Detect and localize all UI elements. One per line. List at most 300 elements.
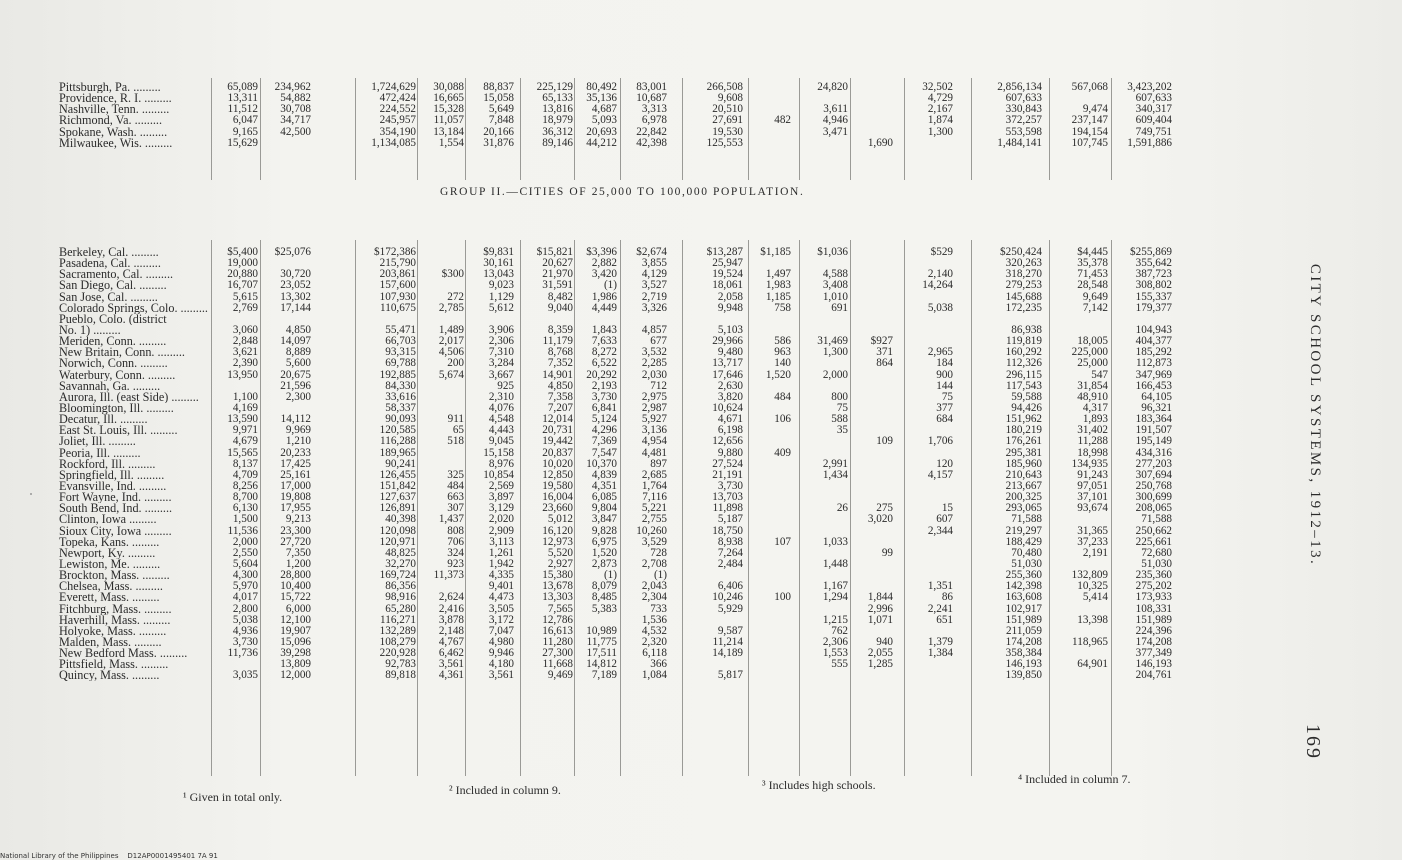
table-cell — [853, 93, 893, 104]
table-cell: 609,404 — [1135, 115, 1172, 127]
table-cell — [685, 570, 743, 581]
table-cell: 30,088 — [433, 82, 464, 93]
table-cell: 163,608 — [1005, 592, 1042, 604]
table-cell: 2,320 — [641, 636, 667, 648]
table-cell: 330,843 — [1005, 104, 1042, 116]
data-column — [751, 82, 791, 149]
table-cell: 1,167 — [822, 581, 848, 593]
table-cell: 2,987 — [641, 402, 667, 414]
table-cell: 28,548 — [1077, 280, 1108, 292]
table-cell: 17,955 — [280, 503, 311, 515]
column-rule — [574, 240, 575, 776]
table-cell: 1,010 — [822, 291, 848, 303]
table-cell: 11,536 — [227, 525, 258, 537]
table-cell: 7,264 — [717, 547, 743, 559]
table-cell: 1,384 — [927, 648, 953, 660]
table-cell: 132,809 — [1071, 570, 1108, 582]
table-cell: 64,901 — [1077, 659, 1108, 671]
table-cell: 293,065 — [1005, 503, 1042, 515]
table-cell: 518 — [447, 436, 464, 448]
table-cell — [751, 481, 791, 492]
table-cell: 16,613 — [542, 625, 573, 637]
table-cell: 3,060 — [232, 324, 258, 336]
table-cell: 1,489 — [438, 324, 464, 336]
data-column — [577, 82, 617, 149]
table-cell: 1,690 — [867, 137, 893, 149]
table-cell: 213,667 — [1005, 480, 1042, 492]
table-cell: 4,850 — [285, 324, 311, 336]
table-cell: 27,720 — [280, 536, 311, 548]
column-rule — [904, 78, 905, 180]
table-cell: 800 — [831, 391, 848, 403]
table-cell: 7,116 — [642, 492, 667, 504]
table-cell — [853, 470, 893, 481]
table-cell: 9,480 — [717, 347, 743, 359]
table-cell: 7,358 — [547, 391, 573, 403]
table-cell — [802, 436, 848, 447]
table-cell — [751, 314, 791, 325]
table-cell: 4,946 — [822, 115, 848, 127]
city-name: Fitchburg, Mass. ......... — [59, 603, 172, 615]
table-cell — [751, 425, 791, 436]
table-cell — [853, 492, 893, 503]
table-cell: 17,144 — [280, 302, 311, 314]
data-column — [853, 247, 893, 681]
table-cell: 4,449 — [591, 302, 617, 314]
table-cell: 4,980 — [488, 636, 514, 648]
table-cell — [853, 280, 893, 291]
city-name: New Britain, Conn. ......... — [59, 347, 185, 359]
table-cell: 185,960 — [1005, 458, 1042, 470]
table-cell: 185,292 — [1135, 347, 1172, 359]
data-column — [623, 82, 667, 149]
table-cell: 16,707 — [227, 280, 258, 292]
table-cell: 1,215 — [822, 614, 848, 626]
table-cell — [1052, 314, 1108, 325]
column-rule — [211, 240, 212, 776]
table-cell: 11,288 — [1077, 436, 1108, 448]
city-name: San Jose, Cal. ......... — [59, 291, 158, 303]
table-cell: 134,935 — [1071, 458, 1108, 470]
table-cell: 20,627 — [542, 258, 573, 270]
table-cell: 409 — [774, 447, 791, 459]
table-cell — [420, 448, 464, 459]
table-cell: 75 — [836, 402, 848, 414]
footnote-1: ¹ Given in total only. — [183, 790, 283, 804]
table-cell: 10,370 — [586, 458, 617, 470]
table-cell: 8,272 — [591, 347, 617, 359]
table-cell: 92,783 — [385, 659, 416, 671]
table-cell: 1,724,629 — [371, 82, 416, 93]
table-cell — [853, 537, 893, 548]
table-cell: 4,481 — [641, 447, 667, 459]
table-cell: 155,337 — [1135, 291, 1172, 303]
table-cell: 1,893 — [1082, 414, 1108, 426]
dust-speck — [30, 493, 32, 495]
table-cell — [685, 314, 743, 325]
table-cell: 11,512 — [227, 104, 258, 116]
table-cell — [420, 459, 464, 470]
table-cell: 5,600 — [285, 358, 311, 370]
table-cell: 112,326 — [1006, 358, 1042, 370]
table-cell: 6,462 — [438, 648, 464, 660]
table-cell — [802, 481, 848, 492]
table-cell — [907, 570, 953, 581]
table-cell: 5,615 — [232, 291, 258, 303]
table-cell: 237,147 — [1071, 115, 1108, 127]
data-column — [1114, 247, 1172, 681]
table-cell — [802, 604, 848, 615]
table-cell: 11,280 — [542, 636, 573, 648]
table-cell: 1,285 — [867, 659, 893, 671]
table-cell: 179,377 — [1135, 302, 1172, 314]
table-cell: 2,167 — [927, 104, 953, 116]
table-cell: 4,129 — [641, 269, 667, 281]
city-name: Nashville, Tenn. ......... — [59, 104, 170, 116]
city-name: Chelsea, Mass. ......... — [59, 581, 163, 593]
column-rule — [971, 78, 972, 180]
table-cell: 180,219 — [1005, 425, 1042, 437]
table-cell: 358,384 — [1005, 648, 1042, 660]
table-cell: 3,730 — [232, 636, 258, 648]
city-name: Pasadena, Cal. ......... — [59, 258, 161, 270]
data-column — [468, 82, 514, 149]
table-cell: 2,624 — [438, 592, 464, 604]
table-cell — [802, 138, 848, 149]
table-cell: 6,130 — [232, 503, 258, 515]
city-name: Waterbury, Conn. ......... — [59, 369, 176, 381]
table-cell: 25,161 — [280, 469, 311, 481]
table-cell — [751, 138, 791, 149]
city-name: Decatur, Ill. ......... — [59, 414, 148, 426]
table-cell — [853, 314, 893, 325]
table-cell: 10,246 — [712, 592, 743, 604]
table-cell: 21,191 — [712, 469, 743, 481]
table-cell — [853, 303, 893, 314]
table-cell — [907, 537, 953, 548]
table-cell: 277,203 — [1135, 458, 1172, 470]
table-cell: 8,482 — [547, 291, 573, 303]
table-cell: 14,097 — [280, 336, 311, 348]
table-cell: 1,071 — [867, 614, 893, 626]
data-column — [263, 82, 311, 149]
table-cell: 245,957 — [379, 115, 416, 127]
table-cell: 215,790 — [379, 258, 416, 270]
city-name: Holyoke, Mass. ......... — [59, 625, 167, 637]
table-cell: 272 — [447, 291, 464, 303]
data-column — [523, 82, 573, 149]
data-column — [853, 82, 893, 149]
table-cell: 6,522 — [591, 358, 617, 370]
table-cell: 758 — [774, 302, 791, 314]
table-cell: 20,675 — [280, 369, 311, 381]
table-cell: 4,296 — [591, 425, 617, 437]
table-cell: 1,497 — [765, 269, 791, 281]
table-cell: 7,352 — [547, 358, 573, 370]
table-cell: 3,878 — [438, 614, 464, 626]
table-cell: 88,837 — [483, 82, 514, 93]
table-cell: 3,420 — [591, 269, 617, 281]
table-cell: 4,839 — [591, 469, 617, 481]
table-cell: 9,608 — [717, 93, 743, 105]
table-cell: 897 — [650, 458, 667, 470]
table-cell: 108,279 — [379, 636, 416, 648]
table-cell — [853, 559, 893, 570]
table-cell: 20,510 — [712, 104, 743, 116]
column-rule — [1049, 240, 1050, 776]
table-cell — [853, 115, 893, 126]
table-cell: 1,294 — [822, 592, 848, 604]
group2-city-names — [59, 247, 208, 681]
table-cell: 34,717 — [280, 115, 311, 127]
table-cell — [907, 138, 953, 149]
table-cell — [1052, 604, 1108, 615]
table-cell: 911 — [447, 414, 464, 426]
table-cell: 5,649 — [488, 104, 514, 116]
table-cell — [623, 314, 667, 325]
running-head: CITY SCHOOL SYSTEMS, 1912–13. — [1307, 263, 1323, 567]
table-cell: 4,687 — [591, 104, 617, 116]
table-cell: 484 — [774, 391, 791, 403]
table-cell: 4,351 — [591, 480, 617, 492]
table-cell — [802, 526, 848, 537]
table-cell: 65,133 — [542, 93, 573, 105]
column-rule — [260, 78, 261, 180]
table-cell — [751, 604, 791, 615]
table-cell — [802, 514, 848, 525]
table-cell: 13,703 — [712, 492, 743, 504]
table-cell: 2,550 — [232, 547, 258, 559]
table-cell: 15,328 — [433, 104, 464, 116]
table-cell: 15,722 — [280, 592, 311, 604]
table-cell: 2,017 — [438, 336, 464, 348]
table-cell: 120,971 — [379, 536, 416, 548]
table-cell: 1,200 — [285, 558, 311, 570]
table-cell: 1,033 — [822, 536, 848, 548]
table-cell: 1,706 — [927, 436, 953, 448]
table-cell: 9,165 — [232, 126, 258, 138]
table-cell — [907, 336, 953, 347]
table-cell: 174,208 — [1005, 636, 1042, 648]
table-cell — [577, 314, 617, 325]
table-cell: 160,292 — [1005, 347, 1042, 359]
table-cell — [802, 381, 848, 392]
table-cell — [751, 637, 791, 648]
table-cell: 8,976 — [488, 458, 514, 470]
table-cell: 2,000 — [232, 536, 258, 548]
table-cell: 8,137 — [232, 458, 258, 470]
table-cell: 3,611 — [823, 104, 848, 116]
table-cell: 132,289 — [379, 625, 416, 637]
column-rule — [1111, 78, 1112, 180]
data-column — [214, 247, 258, 681]
table-cell: 19,907 — [280, 625, 311, 637]
table-cell: $13,287 — [706, 247, 743, 258]
table-cell: 6,978 — [641, 115, 667, 127]
table-cell: 145,688 — [1005, 291, 1042, 303]
table-cell — [802, 492, 848, 503]
table-cell: 188,429 — [1005, 536, 1042, 548]
table-cell: 2,800 — [232, 603, 258, 615]
table-cell: 15,629 — [227, 137, 258, 149]
table-cell: 1,764 — [641, 480, 667, 492]
table-cell: 15,096 — [280, 636, 311, 648]
table-cell: 2,191 — [1082, 547, 1108, 559]
table-cell: 200 — [447, 358, 464, 370]
city-name: New Bedford Mass. ......... — [59, 648, 188, 660]
table-cell: 84,330 — [385, 380, 416, 392]
table-cell: 13,303 — [542, 592, 573, 604]
table-cell: 7,547 — [591, 447, 617, 459]
table-cell: 48,910 — [1077, 391, 1108, 403]
table-cell — [420, 247, 464, 258]
table-cell: 4,157 — [927, 469, 953, 481]
data-column — [468, 247, 514, 681]
table-cell: 355,642 — [1135, 258, 1172, 270]
table-cell — [420, 258, 464, 269]
table-cell — [751, 325, 791, 336]
table-cell: 963 — [774, 347, 791, 359]
table-cell — [751, 258, 791, 269]
table-cell: 20,292 — [586, 369, 617, 381]
table-cell — [853, 448, 893, 459]
table-cell: 2,306 — [488, 336, 514, 348]
table-cell: 1,134,085 — [371, 137, 416, 149]
table-cell — [751, 93, 791, 104]
table-cell — [853, 82, 893, 93]
table-cell: 677 — [650, 336, 667, 348]
table-cell — [751, 436, 791, 447]
table-cell: 324 — [447, 547, 464, 559]
table-cell — [853, 670, 893, 681]
city-name: Topeka, Kans. ......... — [59, 536, 160, 548]
table-cell: 183,364 — [1135, 414, 1172, 426]
table-cell: 3,561 — [488, 670, 514, 682]
table-cell: 2,755 — [641, 514, 667, 526]
table-cell: 4,473 — [488, 592, 514, 604]
table-cell: 5,103 — [717, 324, 743, 336]
table-cell: 59,588 — [1011, 391, 1042, 403]
table-cell: 11,214 — [712, 636, 743, 648]
table-cell: 126,455 — [379, 469, 416, 481]
table-cell — [751, 459, 791, 470]
table-cell: 607,633 — [1005, 93, 1042, 105]
table-cell: 189,965 — [379, 447, 416, 459]
table-cell — [907, 626, 953, 637]
table-cell: 712 — [650, 380, 667, 392]
table-cell — [751, 615, 791, 626]
table-cell: 250,662 — [1135, 525, 1172, 537]
table-cell — [358, 314, 416, 325]
table-cell: 9,587 — [717, 625, 743, 637]
table-cell: 728 — [650, 547, 667, 559]
table-cell: 219,297 — [1005, 525, 1042, 537]
table-cell: 2,630 — [717, 380, 743, 392]
table-cell — [907, 425, 953, 436]
table-cell: 555 — [831, 659, 848, 671]
column-rule — [574, 78, 575, 180]
table-cell: 8,359 — [547, 324, 573, 336]
table-cell — [853, 269, 893, 280]
table-cell: 13,184 — [433, 126, 464, 138]
table-cell: 3,730 — [591, 391, 617, 403]
table-cell: 1,520 — [765, 369, 791, 381]
city-name: South Bend, Ind. ......... — [59, 503, 173, 515]
table-cell: 120,585 — [379, 425, 416, 437]
table-cell: 1,300 — [822, 347, 848, 359]
table-cell — [523, 314, 573, 325]
table-cell: 112,873 — [1136, 358, 1172, 370]
data-column — [685, 82, 743, 149]
table-cell: 2,304 — [641, 592, 667, 604]
table-cell: 13,043 — [483, 269, 514, 281]
table-cell: 65 — [452, 425, 464, 437]
table-cell: 9,474 — [1082, 104, 1108, 116]
table-cell: 173,933 — [1135, 592, 1172, 604]
table-cell: 107,745 — [1071, 137, 1108, 149]
city-name: Sioux City, Iowa ......... — [59, 525, 172, 537]
table-cell: 14,264 — [922, 280, 953, 292]
table-cell: 16,120 — [542, 525, 573, 537]
page-number: 169 — [1302, 724, 1324, 760]
table-cell: 14,189 — [712, 648, 743, 660]
city-name: Richmond, Va. ......... — [59, 115, 163, 127]
table-cell: 2,148 — [438, 625, 464, 637]
table-cell — [751, 548, 791, 559]
table-cell: 5,012 — [547, 514, 573, 526]
table-cell — [420, 581, 464, 592]
table-cell: 733 — [650, 603, 667, 615]
table-cell: 354,190 — [379, 126, 416, 138]
data-column — [623, 247, 667, 681]
table-cell — [420, 280, 464, 291]
table-cell: 119,819 — [1006, 336, 1042, 348]
table-cell: 30,720 — [280, 269, 311, 281]
table-cell: 6,975 — [591, 536, 617, 548]
table-cell — [577, 615, 617, 626]
table-cell: 100 — [774, 592, 791, 604]
table-cell: 14,901 — [542, 369, 573, 381]
table-cell: 25,000 — [1077, 358, 1108, 370]
table-cell: 220,928 — [379, 648, 416, 660]
table-cell: 4,017 — [232, 592, 258, 604]
column-rule — [850, 78, 851, 180]
table-cell: 2,991 — [822, 458, 848, 470]
table-cell: 144 — [936, 380, 953, 392]
table-cell: 18,979 — [542, 115, 573, 127]
table-cell: 5,383 — [591, 603, 617, 615]
table-cell — [751, 659, 791, 670]
table-cell: 3,423,202 — [1127, 82, 1172, 93]
table-cell: 94,426 — [1011, 402, 1042, 414]
table-cell — [853, 459, 893, 470]
table-cell: 762 — [831, 625, 848, 637]
table-cell: 10,020 — [542, 458, 573, 470]
table-cell: 940 — [876, 636, 893, 648]
data-column — [358, 82, 416, 149]
table-cell — [802, 570, 848, 581]
table-cell: 11,736 — [227, 648, 258, 660]
table-cell: 3,855 — [641, 258, 667, 270]
table-cell: 22,842 — [636, 126, 667, 138]
table-cell: 5,970 — [232, 581, 258, 593]
table-cell — [1052, 559, 1108, 570]
table-cell: 19,524 — [712, 269, 743, 281]
table-cell: 98,916 — [385, 592, 416, 604]
table-cell: 4,443 — [488, 425, 514, 437]
table-cell: 2,000 — [822, 369, 848, 381]
table-cell: 151,989 — [1135, 614, 1172, 626]
